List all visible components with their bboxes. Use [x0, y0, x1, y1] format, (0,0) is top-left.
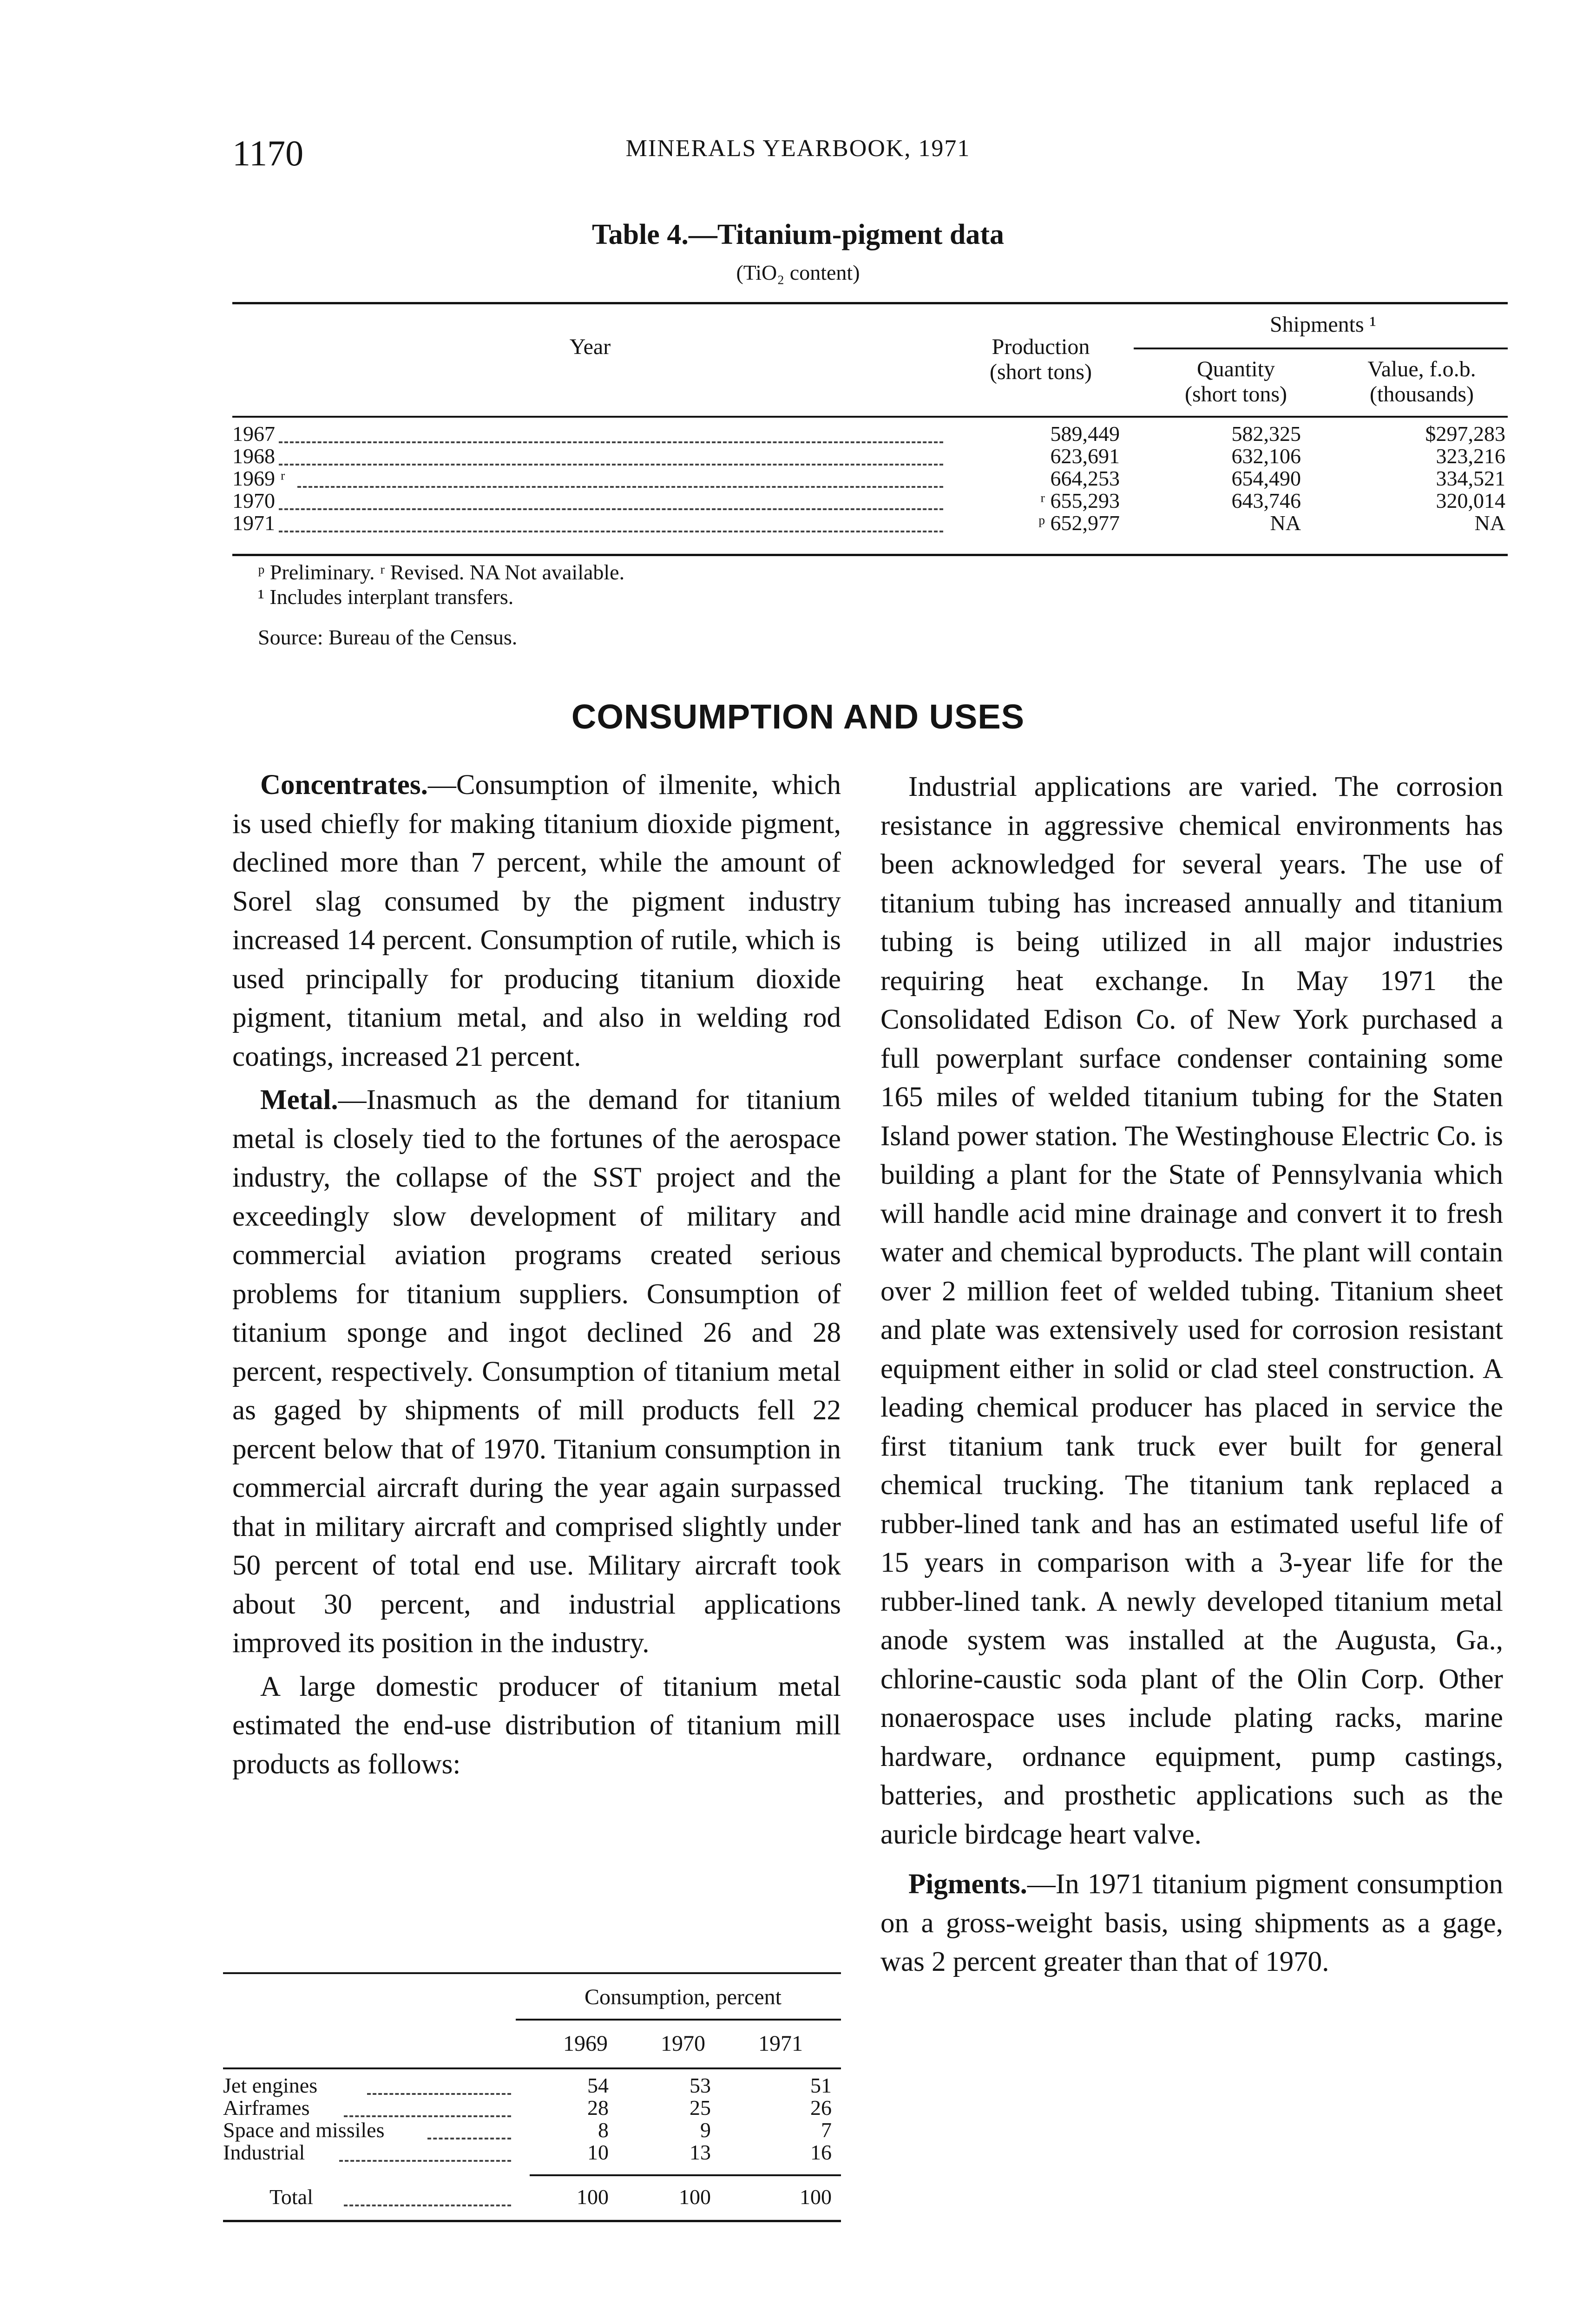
- row-year: 1971: [232, 511, 275, 535]
- col-group-shipments: Shipments ¹: [1269, 312, 1377, 337]
- enduse-total-rule: [530, 2174, 841, 2176]
- enduse-value: 53: [690, 2074, 711, 2097]
- running-title: MINERALS YEARBOOK, 1971: [625, 135, 971, 162]
- row-quantity: 643,746: [1231, 489, 1301, 512]
- leader-dots: [279, 508, 943, 510]
- table-header-rule: [232, 416, 1508, 418]
- paragraph-concentrates: [232, 766, 841, 1076]
- row-quantity: 582,325: [1231, 422, 1301, 446]
- row-value: 334,521: [1436, 466, 1505, 490]
- enduse-value: 28: [587, 2096, 609, 2120]
- section-heading: CONSUMPTION AND USES: [571, 697, 1025, 736]
- row-value: $297,283: [1425, 422, 1505, 446]
- enduse-value: 9: [700, 2118, 711, 2142]
- paragraph-text: —Inasmuch as the demand for titanium metal is closely tied to the fortunes of the aerospace industry, the collapse of the SST project and the exceedingly slow development of military and commercial aviation programs created serious problems for titanium suppliers. Consumption of titanium sponge and ingot declined 26 and 28 percent, respectively. Consumption of titanium metal as gaged by shipments of mill products fell 22 percent below that of 1970. Titanium consumption in commercial aircraft during the year again surpassed that in military aircraft and comprised slightly under 50 percent of total end use. Military aircraft took about 30 percent, and industrial applications improved its position in the industry.: [232, 1084, 841, 1659]
- leader-dots: [297, 486, 943, 488]
- enduse-value: 100: [800, 2185, 832, 2209]
- enduse-value: 13: [690, 2140, 711, 2164]
- shipments-rule: [1134, 348, 1508, 349]
- enduse-group-header: Consumption, percent: [585, 1985, 782, 2009]
- enduse-year-1969: 1969: [563, 2031, 608, 2056]
- paragraph-metal: [232, 1081, 841, 1663]
- paragraph-lead: Metal.: [260, 1084, 338, 1116]
- enduse-year-1970: 1970: [661, 2031, 705, 2056]
- row-quantity: 654,490: [1231, 466, 1301, 490]
- col-header-production-line2: (short tons): [990, 360, 1092, 384]
- table-source: Source: Bureau of the Census.: [258, 625, 518, 649]
- enduse-value: 26: [810, 2096, 832, 2120]
- row-production: 623,691: [1050, 444, 1120, 468]
- row-production: ᵖ 652,977: [1038, 511, 1120, 535]
- row-value: NA: [1474, 511, 1505, 535]
- enduse-value: 100: [577, 2185, 609, 2209]
- right-column: [880, 768, 1503, 1982]
- enduse-value: 25: [690, 2096, 711, 2120]
- row-quantity: 632,106: [1231, 444, 1301, 468]
- leader-dots: [344, 2115, 511, 2117]
- leader-dots: [279, 531, 943, 532]
- paragraph-lead: Pigments.: [908, 1869, 1027, 1900]
- enduse-value: 51: [810, 2074, 832, 2097]
- enduse-header-rule: [223, 2067, 841, 2069]
- row-year: 1969 ʳ: [232, 466, 285, 490]
- leader-dots: [427, 2138, 511, 2139]
- leader-dots: [279, 464, 943, 466]
- table-subtitle: (TiO₂ content): [736, 261, 860, 284]
- enduse-value: 8: [598, 2118, 609, 2142]
- enduse-value: 10: [587, 2140, 609, 2164]
- page-number: 1170: [232, 133, 304, 173]
- col-header-quantity: [1143, 357, 1329, 407]
- row-year: 1968: [232, 444, 275, 468]
- col-header-year: Year: [569, 335, 611, 359]
- row-year: 1967: [232, 422, 275, 446]
- col-header-quantity-line2: (short tons): [1185, 382, 1287, 407]
- enduse-label: Airframes: [223, 2096, 310, 2120]
- row-value: 323,216: [1436, 444, 1505, 468]
- paragraph-text: —In 1971 titanium pigment consumption on a gross-weight basis, using shipments as a gage, was 2 percent greater than that of 1970.: [880, 1869, 1503, 1977]
- paragraph-pigments: [880, 1865, 1503, 1982]
- row-quantity: NA: [1270, 511, 1301, 535]
- table-title: Table 4.—Titanium-pigment data: [591, 219, 1005, 250]
- enduse-label: Jet engines: [223, 2074, 318, 2097]
- leader-dots: [344, 2205, 511, 2206]
- paragraph-industrial: Industrial applications are varied. The corrosion resistance in aggressive chemical environments has been acknowledged for several years. The use of titanium tubing has increased annually and titanium tubing is being utilized in all major industries requiring heat exchange. In May 1971 the Consolidated Edison Co. of New York purchased a full powerplant surface condenser containing some 165 miles of welded titanium tubing for the Staten Island power station. The Westinghouse Electric Co. is building a plant for the State of Pennsylvania which will handle acid mine drainage and convert it to fresh water and chemical byproducts. The plant will contain over 2 million feet of welded tubing. Titanium sheet and plate was extensively used for corrosion resistant equipment either in solid or clad steel construction. A leading chemical producer has placed in service the first titanium tank truck ever built for general chemical trucking. The titanium tank replaced a rubber-lined tank and has an estimated useful life of 15 years in comparison with a 3-year life for the rubber-lined tank. A newly developed titanium metal anode system was installed at the Augusta, Ga., chlorine-caustic soda plant of the Olin Corp. Other nonaerospace uses include plating racks, marine hardware, ordnance equipment, pump castings, batteries, and prosthetic applications such as the auricle birdcage heart valve.: [880, 771, 1503, 1850]
- paragraph-text: —Consumption of ilmenite, which is used chiefly for making titanium dioxide pigment, declined more than 7 percent, while the amount of Sorel slag consumed by the pigment industry increased 14 percent. Consumption of rutile, which is used principally for producing titanium dioxide pigment, titanium metal, and also in welding rod coatings, increased 21 percent.: [232, 769, 841, 1072]
- enduse-label: Space and missiles: [223, 2118, 385, 2142]
- row-production: 589,449: [1050, 422, 1120, 446]
- enduse-value: 16: [810, 2140, 832, 2164]
- row-production: ʳ 655,293: [1040, 489, 1120, 512]
- paragraph-enduse-intro: A large domestic producer of titanium metal estimated the end-use distribution of titanium mill products as follows:: [232, 1671, 841, 1780]
- enduse-label: Industrial: [223, 2140, 305, 2164]
- paragraph-lead: Concentrates.: [260, 769, 428, 801]
- enduse-bottom-rule: [223, 2220, 841, 2222]
- left-column: [232, 766, 841, 1784]
- leader-dots: [367, 2093, 511, 2095]
- row-production: 664,253: [1050, 466, 1120, 490]
- enduse-group-rule: [516, 2019, 841, 2021]
- leader-dots: [279, 441, 943, 443]
- table-footnote-symbols: ᵖ Preliminary. ʳ Revised. NA Not available.: [258, 560, 625, 584]
- enduse-year-1971: 1971: [758, 2031, 803, 2056]
- table-footnote-1: ¹ Includes interplant transfers.: [258, 585, 514, 609]
- enduse-value: 54: [587, 2074, 609, 2097]
- col-header-value: [1338, 357, 1505, 407]
- row-value: 320,014: [1436, 489, 1505, 512]
- table-top-rule: [232, 302, 1508, 304]
- col-header-quantity-line1: Quantity: [1197, 357, 1275, 381]
- leader-dots: [339, 2160, 511, 2162]
- col-header-production-line1: Production: [992, 335, 1090, 359]
- col-header-value-line1: Value, f.o.b.: [1367, 357, 1476, 381]
- enduse-top-rule: [223, 1972, 841, 1974]
- row-year: 1970: [232, 489, 275, 512]
- enduse-value: 7: [821, 2118, 832, 2142]
- col-header-production: [952, 335, 1129, 385]
- col-header-value-line2: (thousands): [1370, 382, 1474, 407]
- enduse-total-label: Total: [269, 2185, 313, 2209]
- enduse-value: 100: [679, 2185, 711, 2209]
- table-bottom-rule: [232, 554, 1508, 556]
